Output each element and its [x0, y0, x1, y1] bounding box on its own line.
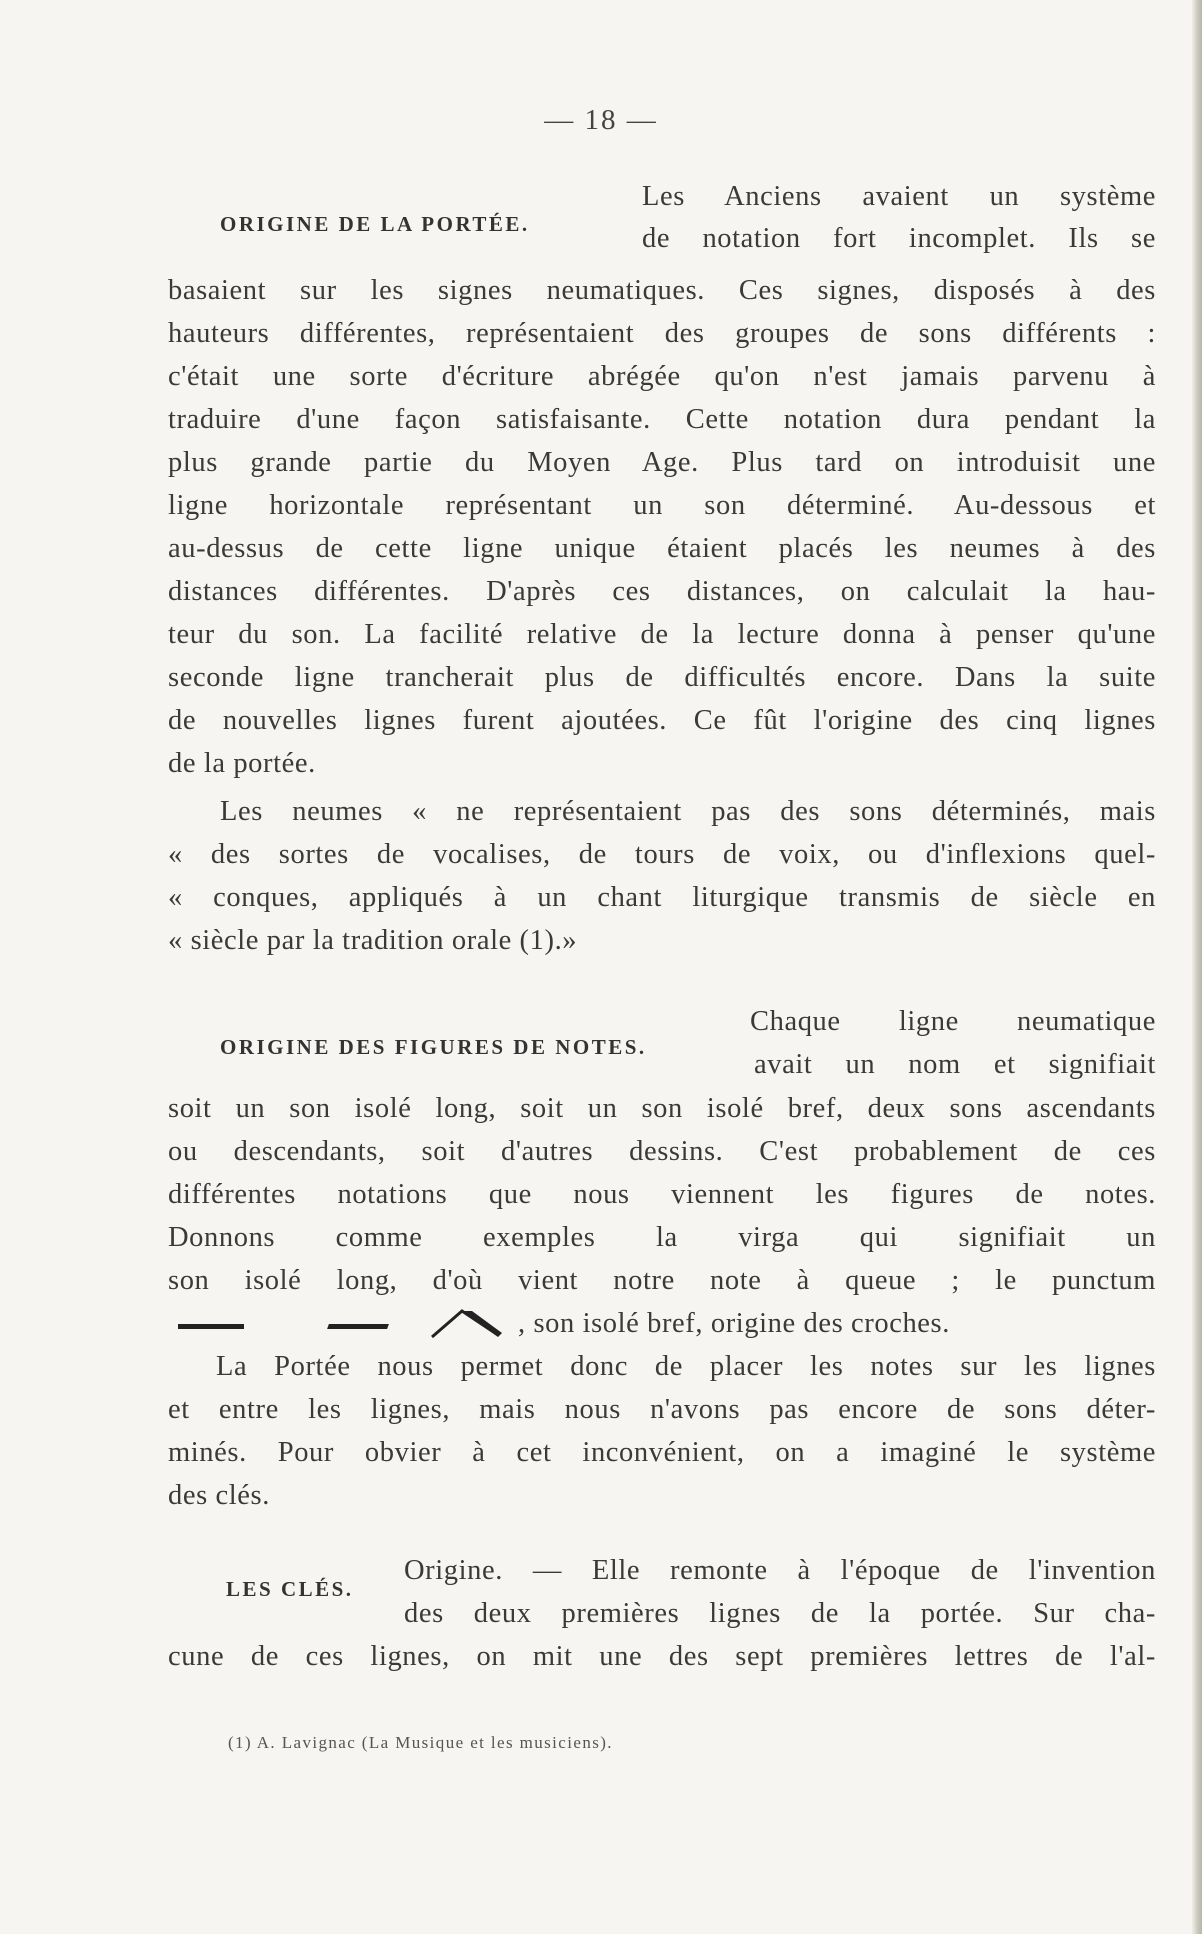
text-line: différentes notations que nous viennent les figures de notes. [168, 1179, 1156, 1210]
clivis-neume [428, 1301, 528, 1341]
section-heading: LES CLÉS. [226, 1577, 354, 1601]
text-line: basaient sur les signes neumatiques. Ces signes, disposés à des [168, 275, 1156, 306]
text-line: Donnons comme exemples la virga qui signifiait un [168, 1222, 1156, 1253]
page-edge [1192, 0, 1202, 1934]
text-line: La Portée nous permet donc de placer les notes sur les lignes [216, 1351, 1156, 1382]
text-line: seconde ligne trancherait plus de difficultés encore. Dans la suite [168, 662, 1156, 693]
text-line: ou descendants, soit d'autres dessins. C'est probablement de ces [168, 1136, 1156, 1167]
text-line: avait un nom et signifiait [754, 1049, 1156, 1080]
text-line: son isolé long, d'où vient notre note à queue ; le punctum [168, 1265, 1156, 1296]
neume-examples [178, 1299, 538, 1349]
punctum-dash [178, 1324, 244, 1329]
text-line: Les Anciens avaient un système [642, 181, 1156, 212]
text-line: de la portée. [168, 748, 316, 779]
punctum-dash-slanted [327, 1324, 389, 1329]
text-line: , son isolé bref, origine des croches. [518, 1308, 950, 1339]
text-line: ligne horizontale représentant un son déterminé. Au-dessous et [168, 490, 1156, 521]
text-line: des clés. [168, 1480, 270, 1511]
quote-line: « conques, appliqués à un chant liturgique transmis de siècle en [168, 882, 1156, 913]
text-line: des deux premières lignes de la portée. Sur cha- [404, 1598, 1156, 1629]
text-line: de nouvelles lignes furent ajoutées. Ce fût l'origine des cinq lignes [168, 705, 1156, 736]
text-line: au-dessus de cette ligne unique étaient placés les neumes à des [168, 533, 1156, 564]
text-line: c'était une sorte d'écriture abrégée qu'on n'est jamais parvenu à [168, 361, 1156, 392]
text-line: Origine. — Elle remonte à l'époque de l'invention [404, 1555, 1156, 1586]
footnote: (1) A. Lavignac (La Musique et les musiciens). [228, 1733, 613, 1752]
section-heading: ORIGINE DES FIGURES DE NOTES. [220, 1035, 647, 1059]
text-line: cune de ces lignes, on mit une des sept premières lettres de l'al- [168, 1641, 1156, 1672]
text-line: de notation fort incomplet. Ils se [642, 223, 1156, 254]
page-number: — 18 — [544, 104, 658, 136]
text-line: soit un son isolé long, soit un son isolé bref, deux sons ascendants [168, 1093, 1156, 1124]
quote-line: « siècle par la tradition orale (1).» [168, 925, 578, 956]
text-line: et entre les lignes, mais nous n'avons pas encore de sons déter- [168, 1394, 1156, 1425]
text-line: hauteurs différentes, représentaient des groupes de sons différents : [168, 318, 1156, 349]
quote-line: Les neumes « ne représentaient pas des sons déterminés, mais [220, 796, 1156, 827]
text-line: plus grande partie du Moyen Age. Plus tard on introduisit une [168, 447, 1156, 478]
text-line: minés. Pour obvier à cet inconvénient, on a imaginé le système [168, 1437, 1156, 1468]
quote-line: « des sortes de vocalises, de tours de voix, ou d'inflexions quel- [168, 839, 1156, 870]
text-line: teur du son. La facilité relative de la lecture donna à penser qu'une [168, 619, 1156, 650]
section-heading: ORIGINE DE LA PORTÉE. [220, 212, 530, 236]
text-line: distances différentes. D'après ces distances, on calculait la hau- [168, 576, 1156, 607]
text-line: traduire d'une façon satisfaisante. Cette notation dura pendant la [168, 404, 1156, 435]
text-line: Chaque ligne neumatique [750, 1006, 1156, 1037]
